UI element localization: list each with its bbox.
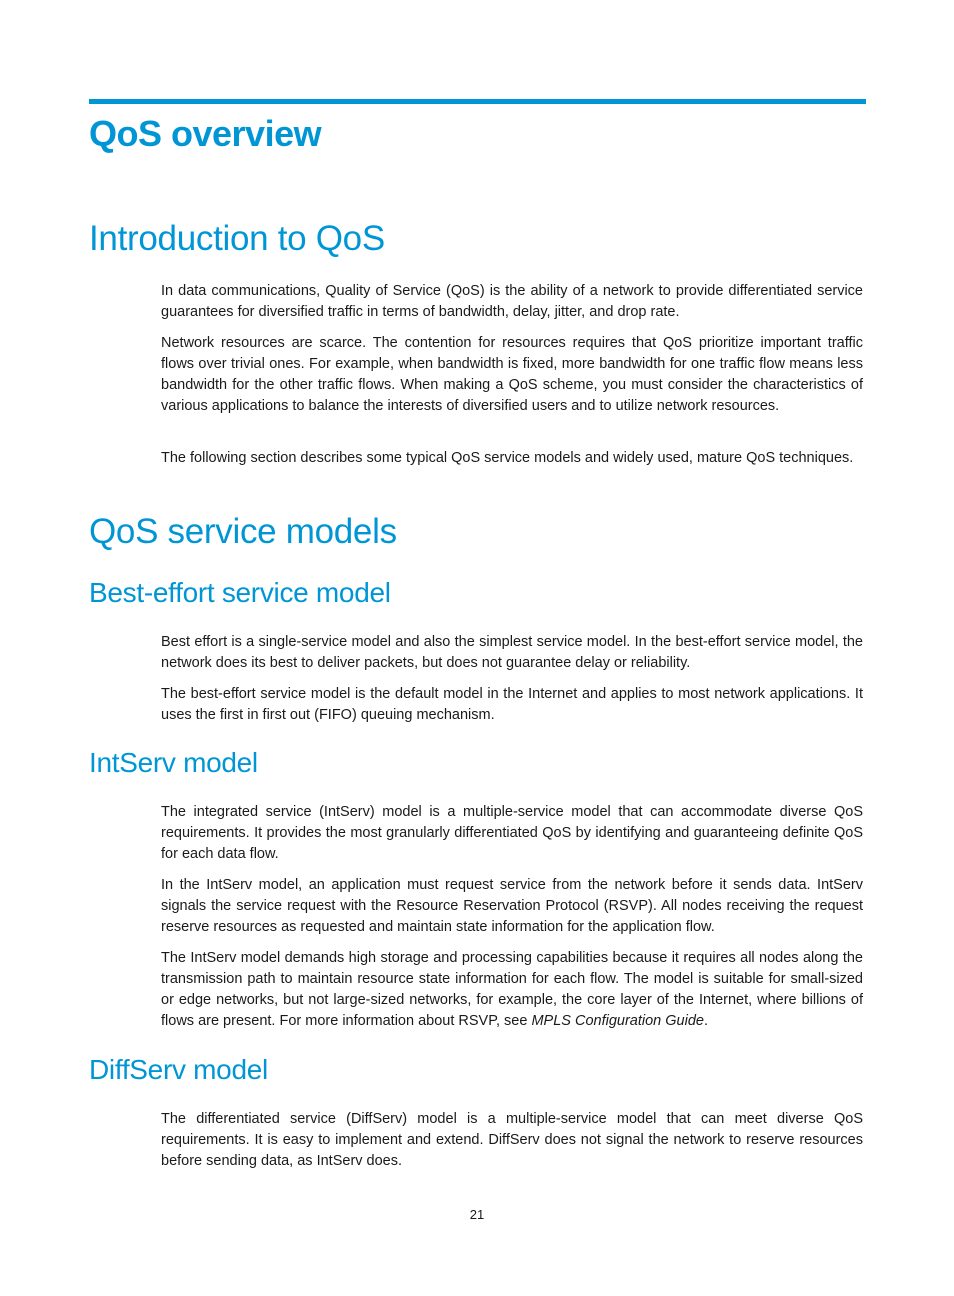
section-heading-introduction: Introduction to QoS: [89, 219, 385, 258]
chapter-title: QoS overview: [89, 113, 322, 154]
subsection-heading-intserv: IntServ model: [89, 747, 258, 778]
intserv-paragraph-1: The integrated service (IntServ) model is a multiple-service model that can accommodate diverse QoS requirements. It provides the most granularly differentiated QoS by identifying and guaranteeing definite QoS for each data flow.: [161, 804, 863, 862]
intro-paragraph-1: In data communications, Quality of Service (QoS) is the ability of a network to provide differentiated service guarantees for diversified traffic in terms of bandwidth, delay, jitter, and drop rate.: [161, 283, 863, 320]
intro-paragraph-2: Network resources are scarce. The contention for resources requires that QoS prioritize important traffic flows over trivial ones. For example, when bandwidth is fixed, more bandwidth for one traffic flow means less bandwidth for the other traffic flows. When making a QoS scheme, you must consider the characteristics of various applications to balance the interests of diversified users and to utilize network resources.: [161, 335, 863, 414]
intserv-paragraph-3-text: The IntServ model demands high storage and processing capabilities because it requires all nodes along the transmission path to maintain resource state information for each flow. The model is suitable for small-sized or edge networks, but not large-sized networks, for example, the core layer of the Internet, where billions of flows are present. For more information about RSVP, see: [161, 950, 863, 1029]
intro-paragraph-3: The following section describes some typical QoS service models and widely used, mature QoS techniques.: [161, 450, 854, 466]
best-effort-paragraph-1: Best effort is a single-service model and also the simplest service model. In the best-effort service model, the network does its best to deliver packets, but does not guarantee delay or reliability.: [161, 634, 863, 671]
guide-reference: MPLS Configuration Guide: [531, 1013, 704, 1029]
page-number: 21: [469, 1207, 485, 1222]
subsection-heading-diffserv: DiffServ model: [89, 1054, 268, 1085]
intserv-paragraph-3: [161, 948, 863, 1032]
intserv-paragraph-2: In the IntServ model, an application must request service from the network before it sends data. IntServ signals the service request with the Resource Reservation Protocol (RSVP). All nodes receiving the request reserve resources as requested and maintain state information for the application flow.: [161, 877, 863, 935]
best-effort-paragraph-2: The best-effort service model is the default model in the Internet and applies to most network applications. It uses the first in first out (FIFO) queuing mechanism.: [161, 686, 863, 723]
diffserv-paragraph-1: The differentiated service (DiffServ) model is a multiple-service model that can meet diverse QoS requirements. It is easy to implement and extend. DiffServ does not signal the network to reserve resources before sending data, as IntServ does.: [161, 1111, 863, 1169]
subsection-heading-best-effort: Best-effort service model: [89, 577, 391, 608]
section-heading-service-models: QoS service models: [89, 512, 397, 551]
chapter-rule: [89, 99, 866, 104]
intserv-paragraph-3-end: .: [703, 1013, 708, 1029]
